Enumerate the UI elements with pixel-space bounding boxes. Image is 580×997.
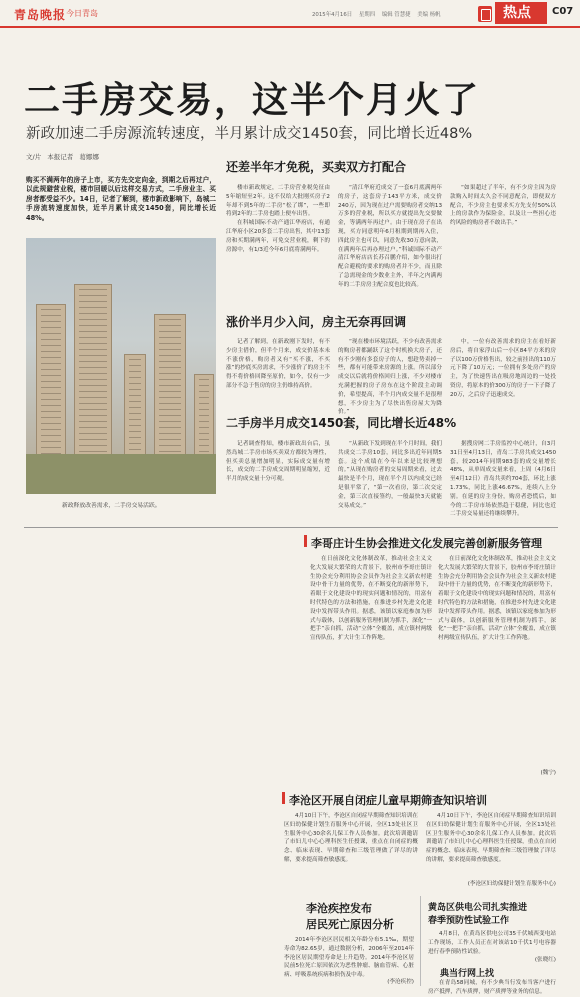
column-divider [420,896,421,986]
headline: 二手房交易，这半个月火了 [24,80,481,121]
byline-prefix: 文/片 [26,153,42,161]
story-1-col-2 [438,555,556,769]
section-1-col-2 [338,184,442,300]
page-meta [312,10,445,18]
section-1-col-3 [450,184,556,300]
section-3-col-2 [338,440,442,520]
story-1-col-1 [310,555,432,775]
story-2-col-1 [284,812,418,896]
editor: 编辑 管慧捷 [381,12,411,18]
title-bar [282,792,285,804]
paragraph: 在青岛58同城，有不少典当行发布当客户进行房产抵押，汽车质押，财产质押等业务的信息。 [428,980,556,995]
story-3-body [284,936,414,978]
page-icon [478,6,492,22]
story-4-sign: (张晓红) [534,957,556,963]
paragraph: 2014年李沧区居民相关年龄分布5.1‰，期望寿命为82.65岁，通过数据分析，2006年至2014年李沧区居民期望寿命是上升趋势。2014年李沧区居民前5位死亡原因依次为恶性肿瘤、脑血管病、心脏病、呼吸系统疾病和损伤及中毒。 [284,937,414,979]
section-title-2: 涨价半月少入问，房主无奈再回调 [226,315,407,329]
section-title-3: 二手房半月成交1450套，同比增长近48% [226,416,457,430]
paragraph: “清江华府近成交了一套6月底满两年的房子，这套房子143平方米，成交价240万，因为现在过户需要购房者交纳13万多的营业税，所以买方就提出先交要做金，等满两年再过户。由于现在房子在出现，买方同意明年6月租期到期再入住，四此房主也可以，同意先收30万意向款，在满两年后再办理过户。”科诚国际不动产清江华府店店长苏召鹏介绍，如今很出打配合避税的要求的购房者并不少，而且除了急需现金的少数业主外，半年之内满两年的二手房房主配合度也比较高。 [338,185,442,288]
paragraph: 记者了解到，在新政刚下发时，有不少房主借价，但半个月来，成交价基本未不涨价格，购房者又有“买不涨，不买涨”的抄底买房需求，不少涨价了的房主不得不将价格回降至原价，如今，仅有一少部分不急于售房的房主仍维持高价。 [226,339,330,389]
lede-paragraph: 购买不满两年的房子上市，买方先交定向金，到期之后再过户，以此规避营业税，楼市回暖以后这样交易方式，二手房业主、买房者都受益不少。14日，记者了解到，楼市新政影响下，岛城二手房流转速度加快，近半月累计成交1450套，同比增长近48%。 [26,176,216,222]
hot-tab: 热点 [495,2,547,24]
masthead [0,0,580,28]
page-number: C07 [552,6,574,17]
section-3-col-3 [450,440,556,520]
story-1-title: 李哥庄计生协会推进文化发展完善创新服务管理 [311,537,542,550]
story-4-title-line-1: 黄岛区供电公司扎实推进 [428,903,528,913]
paragraph: 在日前深化文化体制改革，推动社会主义文化大发展大繁荣的大背景下，胶州市李哥庄镇计生协会充分利用协会会员作为社会主义新农村建设中骨干力量的优势，在不断变化的新形势下，着眼于文化建设中的现实问题和情况的，用富有时代特色的方法和措施，在推进乡村先进文化建设中发挥带头作用。据悉，该镇以家庭参加为形式与载体，以创新服务管理机制为抓手，深化“一把手”亲自抓，活动“立体”全覆盖，成立镇村两级宣传队伍，扩大计生工作阵地。 [310,556,432,642]
section-2-col-3 [450,338,556,400]
paragraph: 4月10日下午，李沧区自闭症早期筛查知识培训在区妇幼保健计划生育服务中心开展，全区13处社区卫生服务中心30余名儿保工作人员参加。此次培训邀请了市妇儿中心心理科医生任授课，重点在自闭症的概念、临床表现、早期筛查和三级管理做了详尽的讲解，要求提高筛查敏感度。 [284,813,418,863]
photo-caption: 新政释放改善需求，二手房交易活跃。 [62,503,161,509]
paragraph: 记者调查得知，楼市新政出台后，虽然岛城二手房市场买卖双方都较为理性，但买卖总量增加明显，实际成交量有增长，成交的二手房成交周期明显缩短，近半月的成交量十分可观。 [226,441,330,483]
section-name: 今日青岛 [66,9,98,18]
story-3-title-line-2: 居民死亡原因分析 [306,918,394,931]
paragraph: “从新政下发到现在半个月时间，我们共成交二手房10套，同比多出近年同期5套。这个成绩在今年以来是比较理想的。”从现在购房者的交易周期来看，过去最快是半个月，现在半个月以内成交已经是很平常了，“第一次看房，第二次交定金，第三次直接签约，一般最快3天就能交易成交。” [338,441,442,509]
paragraph: 据搜房网二手房监控中心统计，自3月31日至4月13日，青岛二手房共成交1450套，较2014年同期983套的成交量增长48%，从单周成交量来看，上周（4月6日至4月12日）青岛共卖约704套，环比上涨1.73%，同比上涨46.67%，连续八上分别。在延的房主身份，购房者恐慌后，如今的二手房市场依然趋于稳健，同比也近二手房交易量还将继续攀升。 [450,441,556,518]
paragraph: 4月8日，在黄岛区供电公司35千伏城西变电站工作现场，工作人员正在对该站10千伏1号电容器进行春季预防性试验。 [428,931,556,955]
paragraph: 在科城国际不动产通江华府店，有通江华府小区20多套二手房出售，其中13套房和买期满两年，可免交营业税，剩下的房源中，有1/3近今年6月底将满两年。 [226,220,330,253]
story-2-sign: (李沧区妇幼保健计划生育服务中心) [467,881,556,887]
story-1-sign: (魏宁) [540,770,556,776]
paragraph: 中，一位有改善需求的房主在看好新房后，将自家浮山后一小区84平方米的房子以100万价格售出，较之前挂出的110万元下降了10万元；一位拥有多处房产的房主，为了快速售出在吸房地周边的一处投资房，将原本的价300万的房子一下子降了20万，之后房子迅速成交。 [450,339,556,398]
subheadline: 新政加速二手房源流转速度，半月累计成交1450套，同比增长近48% [26,126,473,142]
story-2-col-2 [426,812,556,878]
story-3-sign: (李沧疾控) [387,979,414,985]
story-4-body [428,930,556,956]
date: 2015年4月16日 [312,12,353,18]
weekday: 星期四 [358,12,376,18]
section-title-1: 还差半年才免税，买卖双方打配合 [226,160,407,174]
story-5-title: 典当行网上找 [440,969,495,979]
section-1-col-1 [226,184,330,300]
housing-photo [26,238,216,494]
story-3-title-line-1: 李沧疾控发布 [306,902,372,915]
byline [26,152,103,161]
section-2-col-1 [226,338,330,400]
paragraph: “现在楼市环境活跃，不少有改善需求的购房者都踊跃了这个时机换大房子，还有不少刚有多套房子的人，想趁势卖掉一些，都有可能带来房源的上涨。所以部分成交以后就将价格回归上涨，不少对楼市充满把握的房子房东在这个阶段主动调价，希望提高，半个月内成交量不是很理想，不少房主为了尽快出售房屋大为降价。” [338,339,442,416]
byline-reporter: 本报记者 [47,153,74,161]
paragraph: “如果超过了半年，有不少房主因为房款购入时间太久会不同意配合，即便双方配合，不少房主也要求买方先支付50%以上的房款作为保险金，以及让一些担心违约风险的购房者不敢出手。” [450,185,556,227]
newspaper-logo: 青岛晚报 [14,8,67,22]
paragraph: 在日前深化文化体制改革，推动社会主义文化大发展大繁荣的大背景下，胶州市李哥庄镇计生协会充分利用协会会员作为社会主义新农村建设中骨干力量的优势，在不断变化的新形势下，着眼于文化建设中的现实问题和情况的，用富有时代特色的方法和措施，在推进乡村先进文化建设中发挥带头作用。据悉，该镇以家庭参加为形式与载体，以创新服务管理机制为抓手，深化“一把手”亲自抓，活动“立体”全覆盖，成立镇村两级宣传队伍，扩大计生工作阵地。 [438,556,556,642]
designer: 美编 杨帆 [417,12,441,18]
title-bar [304,535,307,547]
paragraph: 4月10日下午，李沧区自闭症早期筛查知识培训在区妇幼保健计划生育服务中心开展，全区13处社区卫生服务中心30余名儿保工作人员参加。此次培训邀请了市妇儿中心心理科医生任授课，重点在自闭症的概念、临床表现、早期筛查和三级管理做了详尽的讲解，要求提高筛查敏感度。 [426,813,556,863]
section-2-col-2 [338,338,442,416]
ground [26,454,216,494]
byline-name: 葛娜娜 [79,153,99,161]
section-rule [24,527,558,528]
story-4-title-line-2: 春季预防性试验工作 [428,916,510,926]
story-2-title: 李沧区开展自闭症儿童早期筛查知识培训 [289,794,487,807]
paragraph: 楼市新政规定，二手房营业税免征由5年缩短至2年。这不仅给大批刚买房子2年却不到5年的二手房“松了绑”，一些即将到2年的二手房也踏上便车出售。 [226,185,330,218]
story-5-body [428,979,556,995]
section-3-col-1 [226,440,330,520]
